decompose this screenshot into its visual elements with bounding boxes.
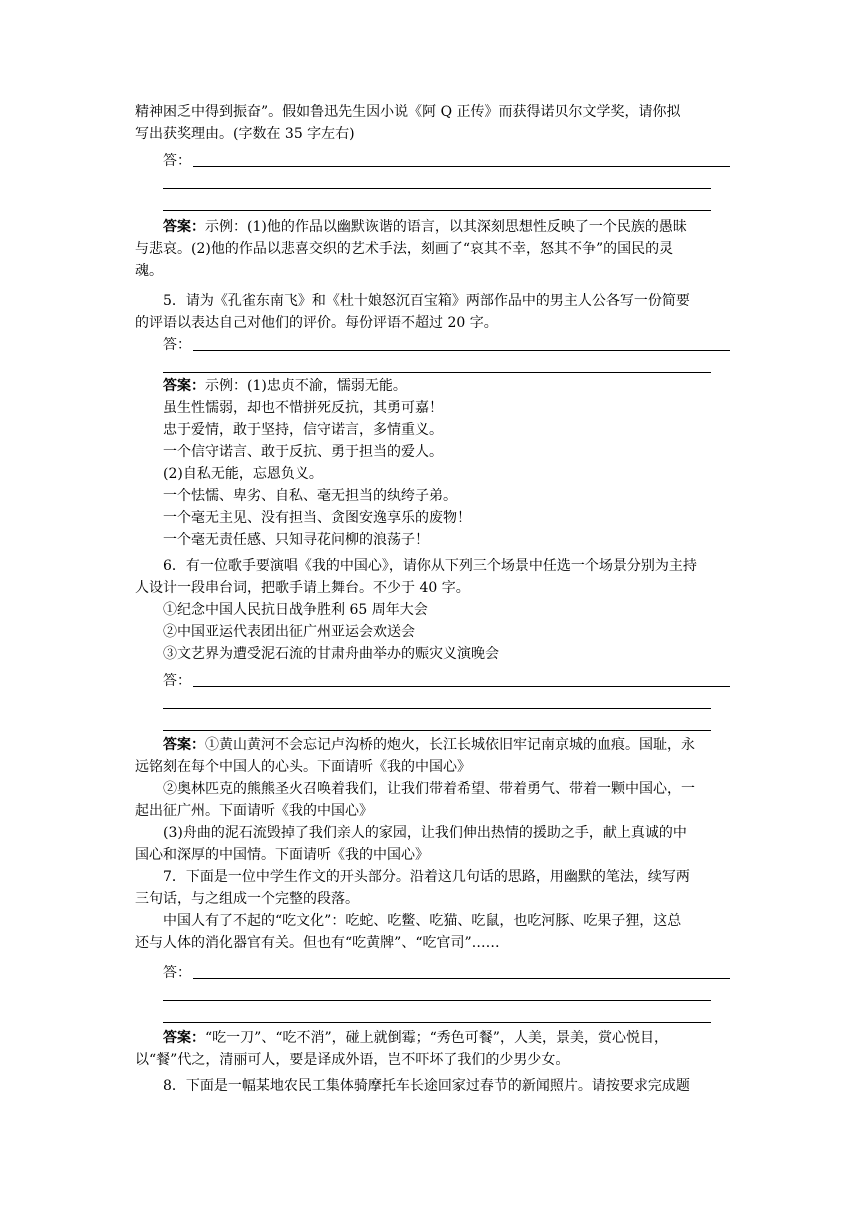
question-4 <box>135 101 730 145</box>
answer-line-3 <box>135 714 730 736</box>
answer-line: 一个怯懦、卑劣、自私、毫无担当的纨绔子弟。 <box>163 488 457 504</box>
question-7-line-1: 7．下面是一位中学生作文的开头部分。沿着这几句话的思路，用幽默的笔法，续写两 <box>163 869 690 885</box>
question-6-option-2: ②中国亚运代表团出征广州亚运会欢送会 <box>163 624 415 640</box>
answer-prefix: 答： <box>163 337 191 353</box>
question-5-line-2: 的评语以表达自己对他们的评价。每份评语不超过 20 字。 <box>135 315 498 331</box>
answer-line: 虽生性懦弱，却也不惜拼死反抗，其勇可嘉！ <box>163 400 443 416</box>
answer-prefix: 答： <box>163 153 191 169</box>
answer-line-2 <box>135 984 730 1006</box>
question-6-line-2: 人设计一段串台词，把歌手请上舞台。不少于 40 字。 <box>135 580 470 596</box>
answer-label: 答案： <box>163 1030 205 1046</box>
answer-line: 答案：①黄山黄河不会忘记卢沟桥的炮火，长江长城依旧牢记南京城的血痕。国耻，永 <box>163 737 695 753</box>
answer-line: (2)自私无能，忘恩负义。 <box>163 466 323 482</box>
question-5-answer-area <box>135 334 730 378</box>
question-7-line-4: 还与人体的消化器官有关。但也有“吃黄牌”、“吃官司”…… <box>135 935 500 951</box>
question-7-answer <box>135 1027 730 1071</box>
answer-line-2 <box>135 172 730 194</box>
question-4-line-1: 精神困乏中得到振奋”。假如鲁迅先生因小说《阿 Q 正传》而获得诺贝尔文学奖，请你拟 <box>135 104 681 120</box>
answer-line: 答案：示例：(1)他的作品以幽默诙谐的语言，以其深刻思想性反映了一个民族的愚昧 <box>163 219 687 235</box>
answer-rule <box>163 1000 711 1001</box>
answer-prefix: 答： <box>163 965 191 981</box>
question-7-answer-area <box>135 962 730 1028</box>
answer-rule <box>163 708 711 709</box>
answer-line: 一个毫无责任感、只知寻花问柳的浪荡子！ <box>163 532 429 548</box>
answer-line: (3)舟曲的泥石流毁掉了我们亲人的家园，让我们伸出热情的援助之手，献上真诚的中 <box>163 825 687 841</box>
answer-rule <box>193 166 730 167</box>
question-8-line-1: 8．下面是一幅某地农民工集体骑摩托车长途回家过春节的新闻照片。请按要求完成题 <box>163 1078 690 1094</box>
question-4-answer-area <box>135 150 730 216</box>
question-5-answer <box>135 375 730 551</box>
answer-line: ②奥林匹克的熊熊圣火召唤着我们，让我们带着希望、带着勇气、带着一颗中国心，一 <box>163 781 695 797</box>
answer-rule <box>193 350 730 351</box>
question-7-line-3: 中国人有了不起的“吃文化”：吃蛇、吃鳖、吃猫、吃鼠，也吃河豚、吃果子狸，这总 <box>163 913 682 929</box>
answer-line: 答案：示例：(1)忠贞不渝，懦弱无能。 <box>163 378 407 394</box>
answer-line: 魂。 <box>135 263 163 279</box>
answer-rule <box>163 730 711 731</box>
answer-line: 国心和深厚的中国情。下面请听《我的中国心》 <box>135 847 429 863</box>
answer-line: 一个信守诺言、敢于反抗、勇于担当的爱人。 <box>163 444 443 460</box>
answer-line: 以“餐”代之，清丽可人，要是译成外语，岂不吓坏了我们的少男少女。 <box>135 1052 570 1068</box>
answer-rule <box>163 188 711 189</box>
question-8 <box>135 1075 730 1097</box>
answer-line-1 <box>135 962 730 984</box>
answer-line: 一个毫无主见、没有担当、贪图安逸享乐的废物！ <box>163 510 471 526</box>
question-6-answer-area <box>135 670 730 736</box>
question-6-answer <box>135 734 730 866</box>
answer-line-3 <box>135 1006 730 1028</box>
answer-line-1 <box>135 334 730 356</box>
question-4-answer <box>135 216 730 282</box>
question-6-option-3: ③文艺界为遭受泥石流的甘肃舟曲举办的赈灾义演晚会 <box>163 646 499 662</box>
question-6-line-1: 6．有一位歌手要演唱《我的中国心》，请你从下列三个场景中任选一个场景分别为主持 <box>163 558 697 574</box>
answer-rule <box>193 978 730 979</box>
question-5-line-1: 5．请为《孔雀东南飞》和《杜十娘怒沉百宝箱》两部作品中的男主人公各写一份简要 <box>163 293 690 309</box>
answer-label: 答案： <box>163 378 205 394</box>
answer-label: 答案： <box>163 737 205 753</box>
answer-rule <box>163 1022 711 1023</box>
answer-rule <box>163 210 711 211</box>
answer-line: 远铭刻在每个中国人的心头。下面请听《我的中国心》 <box>135 759 471 775</box>
answer-line-1 <box>135 150 730 172</box>
question-7-line-2: 三句话，与之组成一个完整的段落。 <box>135 891 359 907</box>
answer-line-1 <box>135 670 730 692</box>
answer-rule <box>163 372 711 373</box>
answer-rule <box>193 686 730 687</box>
question-5 <box>135 290 730 334</box>
answer-line: 与悲哀。(2)他的作品以悲喜交织的艺术手法，刻画了“哀其不幸，怒其不争”的国民的灵 <box>135 241 674 257</box>
question-6 <box>135 555 730 665</box>
answer-line-3 <box>135 194 730 216</box>
answer-label: 答案： <box>163 219 205 235</box>
answer-line: 答案：“吃一刀”、“吃不消”，碰上就倒霉；“秀色可餐”，人美，景美，赏心悦目， <box>163 1030 668 1046</box>
answer-prefix: 答： <box>163 673 191 689</box>
question-7 <box>135 866 730 954</box>
answer-line-2 <box>135 692 730 714</box>
question-4-line-2: 写出获奖理由。(字数在 35 字左右) <box>135 126 355 142</box>
question-6-option-1: ①纪念中国人民抗日战争胜利 65 周年大会 <box>163 602 428 618</box>
answer-line: 忠于爱情，敢于坚持，信守诺言，多情重义。 <box>163 422 443 438</box>
answer-line: 起出征广州。下面请听《我的中国心》 <box>135 803 373 819</box>
